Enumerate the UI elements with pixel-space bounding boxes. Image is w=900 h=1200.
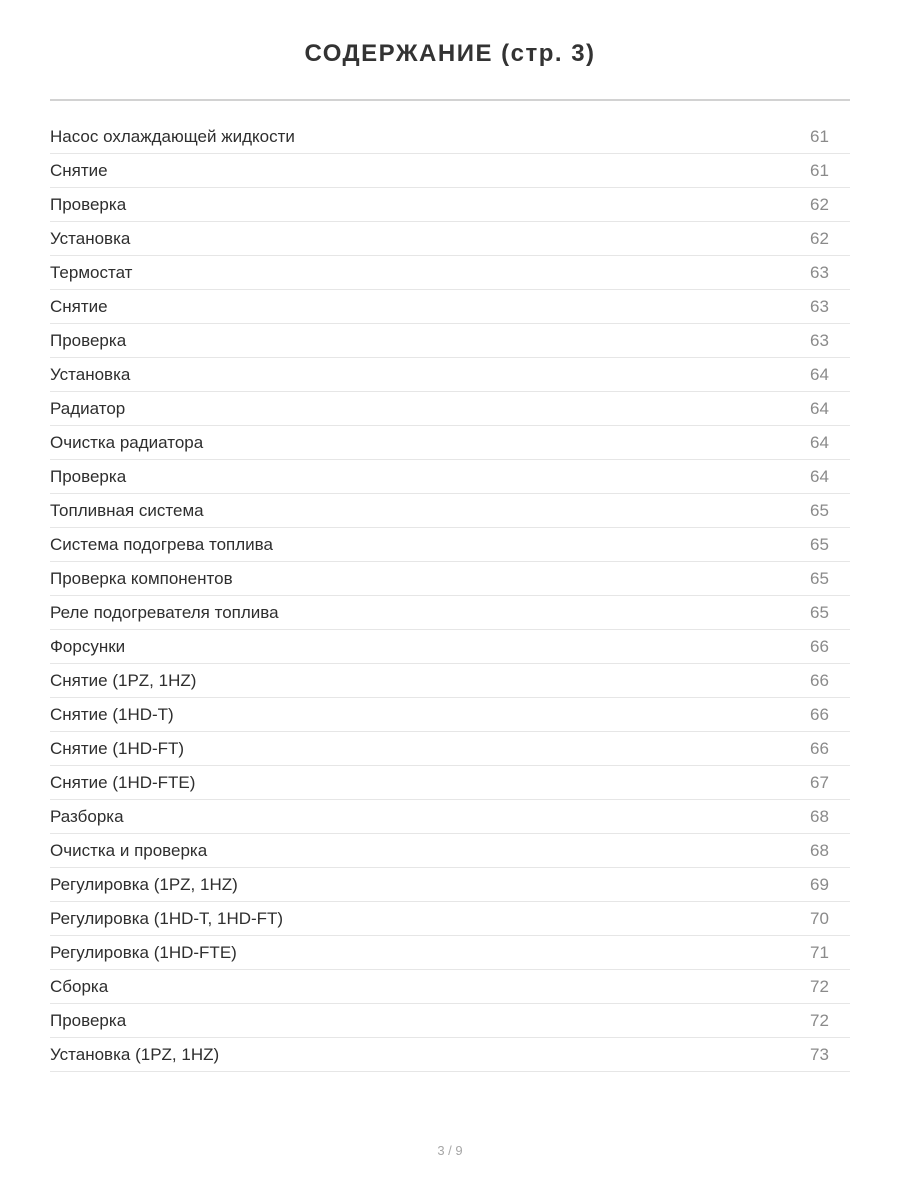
toc-entry-page-number: 68: [810, 807, 829, 826]
toc-entry[interactable]: [50, 1004, 850, 1038]
toc-entry-page-number: 62: [810, 195, 829, 214]
page-title: СОДЕРЖАНИЕ (стр. 3): [304, 40, 596, 67]
toc-entry[interactable]: [50, 188, 850, 222]
toc-entry[interactable]: [50, 358, 850, 392]
toc-entry[interactable]: [50, 970, 850, 1004]
toc-entry[interactable]: [50, 698, 850, 732]
toc-entry-label: Установка (1PZ, 1HZ): [50, 1045, 220, 1064]
toc-entry[interactable]: [50, 664, 850, 698]
toc-entry[interactable]: [50, 154, 850, 188]
toc-entry-label: Проверка: [50, 195, 127, 214]
toc-entry[interactable]: [50, 732, 850, 766]
toc-entry[interactable]: [50, 868, 850, 902]
toc-entry-label: Реле подогревателя топлива: [50, 603, 279, 622]
title-divider: [50, 99, 850, 101]
toc-entry-label: Очистка и проверка: [50, 841, 208, 860]
toc-entry[interactable]: [50, 290, 850, 324]
table-of-contents: [50, 120, 850, 1072]
toc-entry-page-number: 66: [810, 637, 829, 656]
toc-entry[interactable]: [50, 222, 850, 256]
toc-entry[interactable]: [50, 596, 850, 630]
toc-entry-page-number: 64: [810, 467, 829, 486]
toc-entry-page-number: 67: [810, 773, 829, 792]
toc-entry-page-number: 61: [810, 161, 829, 180]
toc-entry-label: Снятие (1PZ, 1HZ): [50, 671, 197, 690]
toc-entry-page-number: 65: [810, 501, 829, 520]
toc-entry[interactable]: [50, 120, 850, 154]
toc-entry-page-number: 68: [810, 841, 829, 860]
toc-entry-page-number: 66: [810, 739, 829, 758]
toc-entry-label: Проверка: [50, 331, 127, 350]
toc-entry-page-number: 72: [810, 977, 829, 996]
toc-entry-page-number: 62: [810, 229, 829, 248]
toc-entry-label: Топливная система: [50, 501, 204, 520]
toc-entry-label: Регулировка (1HD-FTE): [50, 943, 237, 962]
toc-entry[interactable]: [50, 766, 850, 800]
toc-entry-page-number: 63: [810, 263, 829, 282]
toc-entry-page-number: 69: [810, 875, 829, 894]
toc-entry-label: Очистка радиатора: [50, 433, 204, 452]
toc-entry-page-number: 73: [810, 1045, 829, 1064]
toc-entry-page-number: 65: [810, 603, 829, 622]
toc-entry-label: Проверка: [50, 467, 127, 486]
toc-entry-page-number: 65: [810, 535, 829, 554]
toc-entry-label: Снятие (1HD-FTE): [50, 773, 196, 792]
toc-entry[interactable]: [50, 426, 850, 460]
toc-entry-label: Сборка: [50, 977, 109, 996]
toc-entry-label: Форсунки: [50, 637, 126, 656]
toc-entry-label: Термостат: [50, 263, 133, 282]
toc-entry-label: Снятие: [50, 161, 108, 180]
toc-entry-page-number: 70: [810, 909, 829, 928]
toc-entry[interactable]: [50, 494, 850, 528]
toc-entry-page-number: 72: [810, 1011, 829, 1030]
toc-entry-label: Радиатор: [50, 399, 126, 418]
toc-entry[interactable]: [50, 834, 850, 868]
toc-entry-page-number: 64: [810, 365, 829, 384]
toc-entry[interactable]: [50, 392, 850, 426]
toc-entry-label: Насос охлаждающей жидкости: [50, 127, 295, 146]
toc-entry[interactable]: [50, 936, 850, 970]
toc-entry[interactable]: [50, 800, 850, 834]
toc-entry[interactable]: [50, 256, 850, 290]
toc-entry-label: Проверка компонентов: [50, 569, 233, 588]
toc-entry[interactable]: [50, 324, 850, 358]
toc-entry[interactable]: [50, 562, 850, 596]
toc-entry[interactable]: [50, 1038, 850, 1072]
toc-entry[interactable]: [50, 630, 850, 664]
toc-entry-page-number: 66: [810, 705, 829, 724]
toc-entry-page-number: 65: [810, 569, 829, 588]
toc-entry-label: Снятие (1HD-T): [50, 705, 174, 724]
toc-entry-label: Регулировка (1HD-T, 1HD-FT): [50, 909, 284, 928]
toc-entry-page-number: 71: [810, 943, 829, 962]
toc-entry-page-number: 63: [810, 297, 829, 316]
toc-entry-page-number: 63: [810, 331, 829, 350]
toc-entry-page-number: 61: [810, 127, 829, 146]
toc-entry-page-number: 66: [810, 671, 829, 690]
toc-entry[interactable]: [50, 460, 850, 494]
toc-entry[interactable]: [50, 902, 850, 936]
toc-entry-label: Установка: [50, 229, 131, 248]
toc-entry-label: Снятие (1HD-FT): [50, 739, 185, 758]
toc-entry-label: Разборка: [50, 807, 124, 826]
toc-entry-label: Проверка: [50, 1011, 127, 1030]
toc-entry-label: Система подогрева топлива: [50, 535, 273, 554]
toc-entry-page-number: 64: [810, 399, 829, 418]
toc-entry-label: Снятие: [50, 297, 108, 316]
toc-entry-label: Регулировка (1PZ, 1HZ): [50, 875, 238, 894]
toc-entry-page-number: 64: [810, 433, 829, 452]
toc-entry[interactable]: [50, 528, 850, 562]
toc-entry-label: Установка: [50, 365, 131, 384]
page-indicator: 3 / 9: [437, 1143, 463, 1158]
